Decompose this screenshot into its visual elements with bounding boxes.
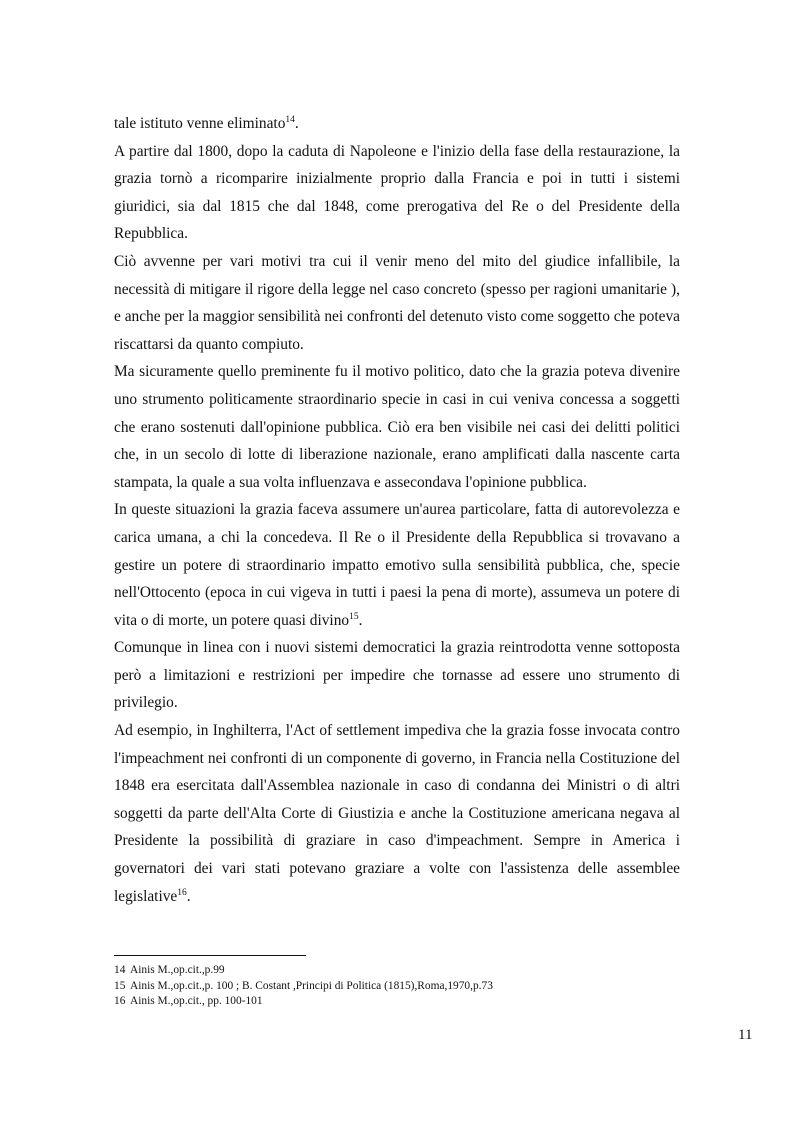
paragraph-1-tail: . xyxy=(294,115,299,132)
footnote-14 xyxy=(114,963,680,979)
paragraph-7-text: Ad esempio, in Inghilterra, l'Act of settlement impediva che la grazia fosse invocata contro l'impeachment nei confronti di un componente di governo, in Francia nella Costituzione del 1848 era esercitata dall'Assemblea nazionale in caso di condanna dei Ministri o di altri soggetti da parte dell'Alta Corte di Giustizia e anche la Costituzione americana negava al Presidente la possibilità di graziare in caso d'impeachment. Sempre in America i governatori dei vari stati potevano graziare a volte con l'assistenza delle assemblee legislative xyxy=(114,722,680,905)
paragraph-6: Comunque in linea con i nuovi sistemi democratici la grazia reintrodotta venne sottoposta però a limitazioni e restrizioni per impedire che tornasse ad essere uno strumento di privilegio. xyxy=(114,639,680,712)
footnote-ref-14: 14 xyxy=(285,114,295,125)
paragraph-3: Ciò avvenne per vari motivi tra cui il venir meno del mito del giudice infallibile, la necessità di mitigare il rigore della legge nel caso concreto (spesso per ragioni umanitarie ), e anche per la maggior sensibilità nei confronti del detenuto visto come soggetto che poteva riscattarsi da quanto compiuto. xyxy=(114,252,680,353)
paragraph-5-text: In queste situazioni la grazia faceva assumere un'aurea particolare, fatta di autorevolezza e carica umana, a chi la concedeva. Il Re o il Presidente della Repubblica si trovavano a gestire un potere di straordinario impatto emotivo sulla sensibilità pubblica, che, specie nell'Ottocento (epoca in cui vigeva in tutti i paesi la pena di morte), assumeva un potere di vita o di morte, un potere quasi divino xyxy=(114,501,680,629)
paragraph-1 xyxy=(114,110,680,138)
paragraph-2: A partire dal 1800, dopo la caduta di Napoleone e l'inizio della fase della restaurazione, la grazia tornò a ricomparire inizialmente proprio dalla Francia e poi in tutti i sistemi giuridici, sia dal 1815 che dal 1848, come prerogativa del Re o del Presidente della Repubblica. xyxy=(114,142,680,243)
footnotes xyxy=(114,963,680,1010)
footnote-text: Ainis M.,op.cit.,p. 100 ; B. Costant ,Principi di Politica (1815),Roma,1970,p.73 xyxy=(130,979,493,992)
paragraph-4: Ma sicuramente quello preminente fu il motivo politico, dato che la grazia poteva divenire uno strumento politicamente straordinario specie in casi in cui veniva concessa a soggetti che erano sostenuti dall'opinione pubblica. Ciò era ben visibile nei casi dei delitti politici che, in un secolo di lotte di liberazione nazionale, erano amplificati dalla nascente carta stampata, la quale a sua volta influenzava e assecondava l'opinione pubblica. xyxy=(114,363,680,491)
footnote-ref-15: 15 xyxy=(349,611,359,622)
paragraph-7-tail: . xyxy=(186,887,191,905)
footnote-number: 14 xyxy=(114,964,126,976)
paragraph-5-tail: . xyxy=(358,611,363,629)
paragraph-1-text: tale istituto venne eliminato xyxy=(114,115,286,132)
footnote-number: 16 xyxy=(114,995,126,1008)
footnote-16 xyxy=(114,994,680,1010)
footnote-number: 15 xyxy=(114,979,126,992)
footnote-text: Ainis M.,op.cit.,p.99 xyxy=(130,964,225,976)
footnote-ref-16: 16 xyxy=(177,887,187,898)
paragraph-5 xyxy=(114,496,680,634)
page-number: 11 xyxy=(738,1027,753,1043)
footnote-separator xyxy=(114,955,306,956)
footnote-15 xyxy=(114,979,680,995)
paragraph-7 xyxy=(114,717,680,910)
footnote-text: Ainis M.,op.cit., pp. 100-101 xyxy=(130,995,263,1008)
body-text xyxy=(114,110,680,910)
